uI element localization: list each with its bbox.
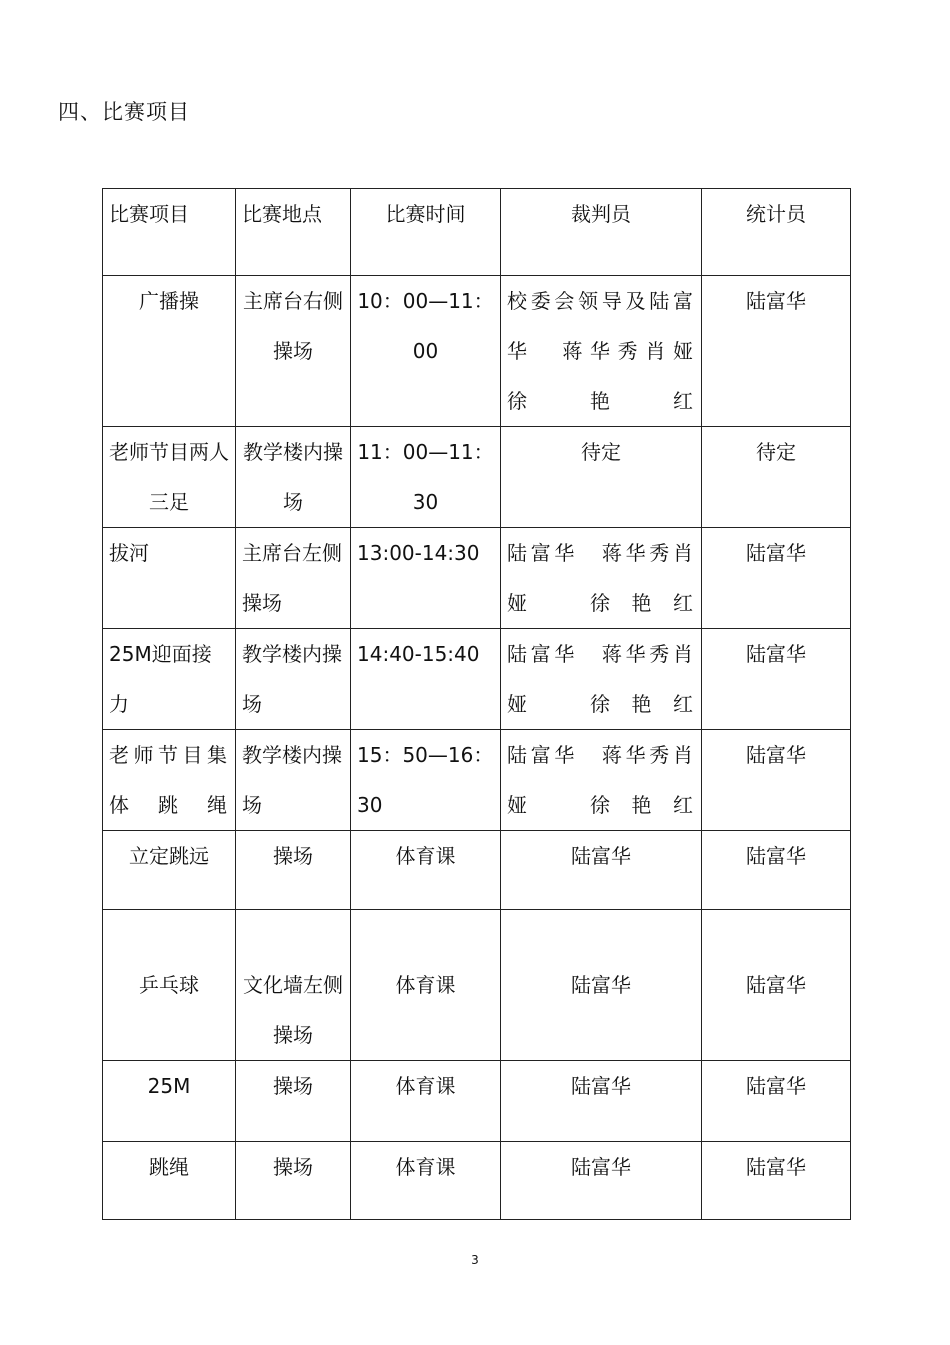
time-cell: 10：00—11：00 — [351, 276, 501, 427]
event-cell: 老师节目集体跳绳 — [103, 730, 236, 831]
venue-cell: 主席台左侧操场 — [236, 528, 351, 629]
time-cell: 体育课 — [351, 1061, 501, 1142]
table-row — [103, 831, 851, 910]
statistician-cell: 陆富华 — [702, 276, 851, 427]
time-cell: 体育课 — [351, 831, 501, 910]
venue-cell: 操场 — [236, 1061, 351, 1142]
referee-cell: 陆富华 蒋华秀肖娅 徐艳红 — [501, 629, 702, 730]
venue-cell: 主席台右侧操场 — [236, 276, 351, 427]
event-cell: 拔河 — [103, 528, 236, 629]
event-cell: 跳绳 — [103, 1142, 236, 1220]
table-row — [103, 629, 851, 730]
event-cell: 25M — [103, 1061, 236, 1142]
event-cell: 立定跳远 — [103, 831, 236, 910]
time-cell: 体育课 — [351, 1142, 501, 1220]
page-number: 3 — [471, 1253, 479, 1267]
table-row — [103, 1061, 851, 1142]
statistician-cell: 陆富华 — [702, 1142, 851, 1220]
statistician-cell: 陆富华 — [702, 629, 851, 730]
header-cell-event: 比赛项目 — [103, 189, 236, 276]
event-cell: 25M迎面接力 — [103, 629, 236, 730]
event-cell: 乒乓球 — [103, 910, 236, 1061]
statistician-cell: 待定 — [702, 427, 851, 528]
event-cell: 广播操 — [103, 276, 236, 427]
venue-cell: 文化墙左侧操场 — [236, 910, 351, 1061]
header-cell-referee: 裁判员 — [501, 189, 702, 276]
statistician-cell: 陆富华 — [702, 730, 851, 831]
table-row — [103, 1142, 851, 1220]
competition-schedule-table — [102, 188, 851, 1220]
table-row — [103, 427, 851, 528]
venue-cell: 教学楼内操场 — [236, 629, 351, 730]
header-cell-venue: 比赛地点 — [236, 189, 351, 276]
referee-cell: 陆富华 — [501, 1061, 702, 1142]
venue-cell: 操场 — [236, 1142, 351, 1220]
table-header-row — [103, 189, 851, 276]
section-title: 四、比赛项目 — [58, 100, 190, 124]
time-cell: 15：50—16：30 — [351, 730, 501, 831]
time-cell: 11：00—11：30 — [351, 427, 501, 528]
referee-cell: 陆富华 蒋华秀肖娅 徐艳红 — [501, 528, 702, 629]
table-row — [103, 910, 851, 1061]
referee-cell: 陆富华 — [501, 910, 702, 1061]
header-cell-time: 比赛时间 — [351, 189, 501, 276]
referee-cell: 校委会领导及陆富华 蒋华秀肖娅 徐艳红 — [501, 276, 702, 427]
time-cell: 13:00-14:30 — [351, 528, 501, 629]
header-cell-statistician: 统计员 — [702, 189, 851, 276]
venue-cell: 操场 — [236, 831, 351, 910]
table-row — [103, 276, 851, 427]
referee-cell: 陆富华 蒋华秀肖娅 徐艳红 — [501, 730, 702, 831]
referee-cell: 陆富华 — [501, 831, 702, 910]
referee-cell: 陆富华 — [501, 1142, 702, 1220]
venue-cell: 教学楼内操场 — [236, 427, 351, 528]
time-cell: 体育课 — [351, 910, 501, 1061]
table-row — [103, 528, 851, 629]
statistician-cell: 陆富华 — [702, 831, 851, 910]
statistician-cell: 陆富华 — [702, 910, 851, 1061]
venue-cell: 教学楼内操场 — [236, 730, 351, 831]
statistician-cell: 陆富华 — [702, 1061, 851, 1142]
referee-cell: 待定 — [501, 427, 702, 528]
time-cell: 14:40-15:40 — [351, 629, 501, 730]
statistician-cell: 陆富华 — [702, 528, 851, 629]
event-cell: 老师节目两人三足 — [103, 427, 236, 528]
table-row — [103, 730, 851, 831]
